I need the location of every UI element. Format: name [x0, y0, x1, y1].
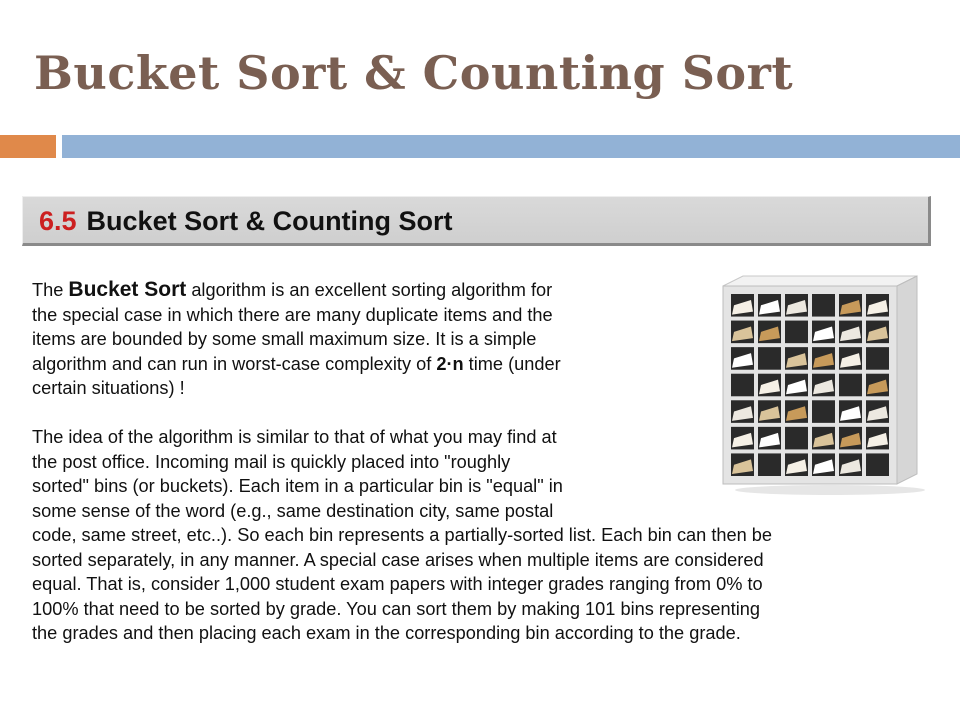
text-line: items are bounded by some small maximum size. It is a simple [32, 329, 537, 349]
cubby-slot [785, 321, 808, 344]
bucket-sort-term: Bucket Sort [68, 278, 187, 301]
cubby-slot [758, 453, 781, 476]
cubby-slot [785, 427, 808, 450]
text-line: sorted" bins (or buckets). Each item in a particular bin is "equal" in [32, 476, 563, 496]
text-line: the special case in which there are many duplicate items and the [32, 304, 553, 325]
section-header [22, 196, 931, 246]
cubby-slot [839, 374, 862, 397]
text-span: time (under [463, 353, 561, 374]
text-line: equal. That is, consider 1,000 student exam papers with integer grades ranging from 0% to [32, 574, 763, 594]
slide-title: Bucket Sort & Counting Sort [34, 46, 794, 100]
accent-bar-orange [0, 135, 56, 158]
text-span: algorithm is an excellent sorting algorithm for [186, 280, 553, 300]
text-line: sorted separately, in any manner. A special case arises when multiple items are considered [32, 549, 764, 570]
text-line: some sense of the word (e.g., same destination city, same postal [32, 500, 554, 521]
section-title: Bucket Sort & Counting Sort [86, 206, 453, 236]
cubby-slot [866, 347, 889, 370]
cubby-slot [731, 374, 754, 397]
text-line: the grades and then placing each exam in the corresponding bin according to the grade. [32, 623, 741, 643]
text-line: certain situations) ! [32, 378, 185, 398]
cubby-slot [866, 453, 889, 476]
mail-sorter-image [715, 268, 925, 498]
cubby-slot [758, 347, 781, 370]
cubby-slot [812, 294, 835, 317]
text-line: code, same street, etc..). So each bin represents a partially-sorted list. Each bin can then be [32, 525, 773, 545]
accent-bar-blue [62, 135, 960, 158]
text-line: The idea of the algorithm is similar to that of what you may find at [32, 427, 557, 447]
text-line: the post office. Incoming mail is quickly placed into "roughly [32, 451, 511, 472]
section-number: 6.5 [39, 206, 77, 236]
text-span: algorithm and can run in worst-case complexity of [32, 353, 437, 374]
cubby-slot [812, 400, 835, 423]
complexity-term: 2·n [436, 353, 464, 374]
text-span: The [32, 280, 69, 300]
text-line: 100% that need to be sorted by grade. You can sort them by making 101 bins representing [32, 598, 760, 619]
